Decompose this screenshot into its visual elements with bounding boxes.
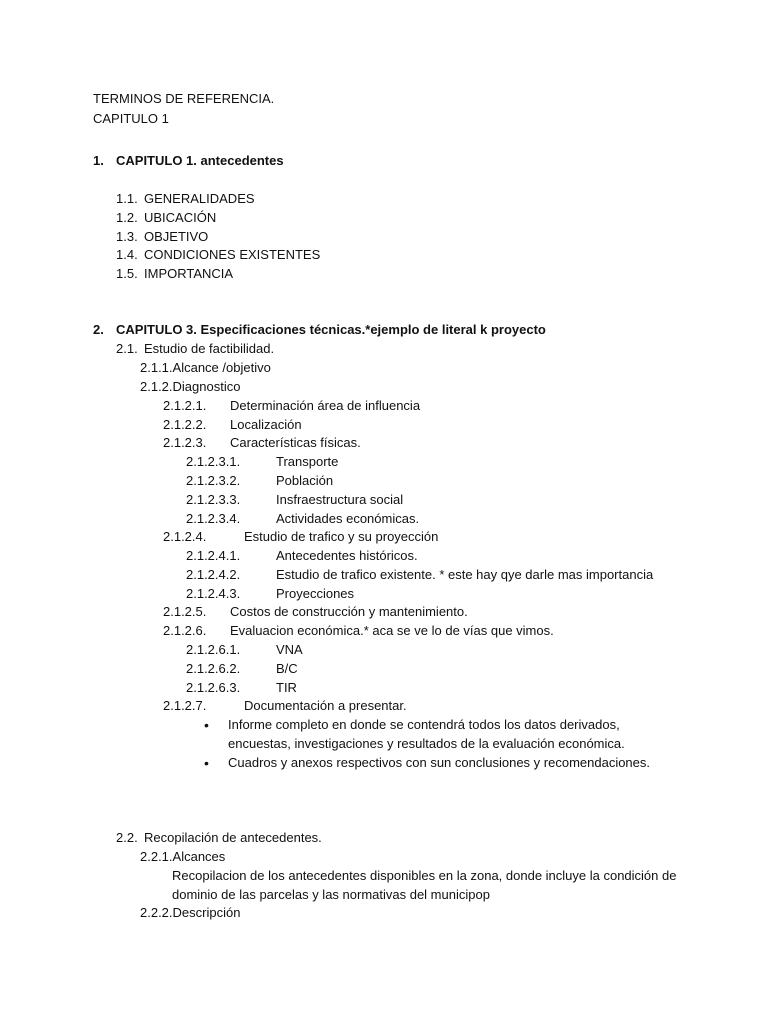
bullet-2-text: Cuadros y anexos respectivos con sun conclusiones y recomendaciones. [228,755,651,770]
section-1-4-number: 1.4. [116,247,138,262]
section-2-1-2-6-text: Evaluacion económica.* aca se ve lo de vías que vimos. [230,623,554,638]
chapter-2-title: CAPITULO 3. Especificaciones técnicas.*ejemplo de literal k proyecto [116,322,546,337]
section-1-3-number: 1.3. [116,229,138,244]
section-2-1-2-6-1-text: VNA [276,642,303,657]
section-2-1-2-1-text: Determinación área de influencia [230,398,421,413]
section-2-1-2-2-number: 2.1.2.2. [163,417,207,432]
section-2-1-1: 2.1.1.Alcance /objetivo [140,360,271,375]
section-1-1-text: GENERALIDADES [144,191,255,206]
section-2-1-2-4-2-text: Estudio de trafico existente. * este hay qye darle mas importancia [276,567,654,582]
section-1-1-number: 1.1. [116,191,138,206]
section-2-1-2-3-4-number: 2.1.2.3.4. [186,511,241,526]
section-2-1-2-3-2-number: 2.1.2.3.2. [186,473,241,488]
section-2-1-2-6-3-text: TIR [276,680,297,695]
section-2-1-2-6-number: 2.1.2.6. [163,623,207,638]
section-2-1-2-4-2-number: 2.1.2.4.2. [186,567,241,582]
document-subtitle: CAPITULO 1 [93,111,169,126]
section-1-4-text: CONDICIONES EXISTENTES [144,247,321,262]
section-2-1-2-6-2-number: 2.1.2.6.2. [186,661,241,676]
section-2-1-2-4-number: 2.1.2.4. [163,529,207,544]
section-2-1-2-4-1-number: 2.1.2.4.1. [186,548,241,563]
section-2-1-2-5-number: 2.1.2.5. [163,604,207,619]
section-2-1-2-4-1-text: Antecedentes históricos. [276,548,418,563]
section-2-2-1: 2.2.1.Alcances [140,849,226,864]
section-2-1-text: Estudio de factibilidad. [144,341,275,356]
section-2-1-2-2-text: Localización [230,417,302,432]
section-2-2-number: 2.2. [116,830,138,845]
section-1-2-text: UBICACIÓN [144,210,217,225]
document-title: TERMINOS DE REFERENCIA. [93,91,275,106]
section-1-5-text: IMPORTANCIA [144,266,234,281]
section-2-1-2-3-1-number: 2.1.2.3.1. [186,454,241,469]
section-2-1-2-5-text: Costos de construcción y mantenimiento. [230,604,468,619]
section-1-2-number: 1.2. [116,210,138,225]
chapter-1-title: CAPITULO 1. antecedentes [116,153,284,168]
section-2-1-2-4-text: Estudio de trafico y su proyección [244,529,439,544]
section-2-1-2-6-3-number: 2.1.2.6.3. [186,680,241,695]
section-2-1-2: 2.1.2.Diagnostico [140,379,241,394]
section-2-1-2-4-3-number: 2.1.2.4.3. [186,586,241,601]
section-2-2-1-paragraph-line-2: dominio de las parcelas y las normativas del municipop [172,887,490,902]
chapter-2-number: 2. [93,322,104,337]
section-2-1-2-1-number: 2.1.2.1. [163,398,207,413]
section-2-2-text: Recopilación de antecedentes. [144,830,322,845]
chapter-1-number: 1. [93,153,104,168]
section-1-3-text: OBJETIVO [144,229,209,244]
section-2-1-2-6-1-number: 2.1.2.6.1. [186,642,241,657]
bullet-icon: • [204,717,209,733]
section-2-1-2-3-number: 2.1.2.3. [163,435,207,450]
bullet-1-line-2: encuestas, investigaciones y resultados de la evaluación económica. [228,736,625,751]
section-2-1-2-4-3-text: Proyecciones [276,586,355,601]
section-2-2-2: 2.2.2.Descripción [140,905,241,920]
section-2-1-number: 2.1. [116,341,138,356]
section-2-1-2-3-3-text: Insfraestructura social [276,492,404,507]
section-2-1-2-7-number: 2.1.2.7. [163,698,207,713]
section-2-1-2-3-text: Características físicas. [230,435,361,450]
section-2-1-2-3-2-text: Población [276,473,334,488]
section-2-1-2-6-2-text: B/C [276,661,298,676]
section-2-1-2-3-1-text: Transporte [276,454,339,469]
bullet-1-line-1: Informe completo en donde se contendrá todos los datos derivados, [228,717,620,732]
section-2-1-2-7-text: Documentación a presentar. [244,698,407,713]
section-1-5-number: 1.5. [116,266,138,281]
section-2-2-1-paragraph-line-1: Recopilacion de los antecedentes disponibles en la zona, donde incluye la condición de [172,868,677,883]
section-2-1-2-3-3-number: 2.1.2.3.3. [186,492,241,507]
section-2-1-2-3-4-text: Actividades económicas. [276,511,420,526]
bullet-icon: • [204,755,209,771]
